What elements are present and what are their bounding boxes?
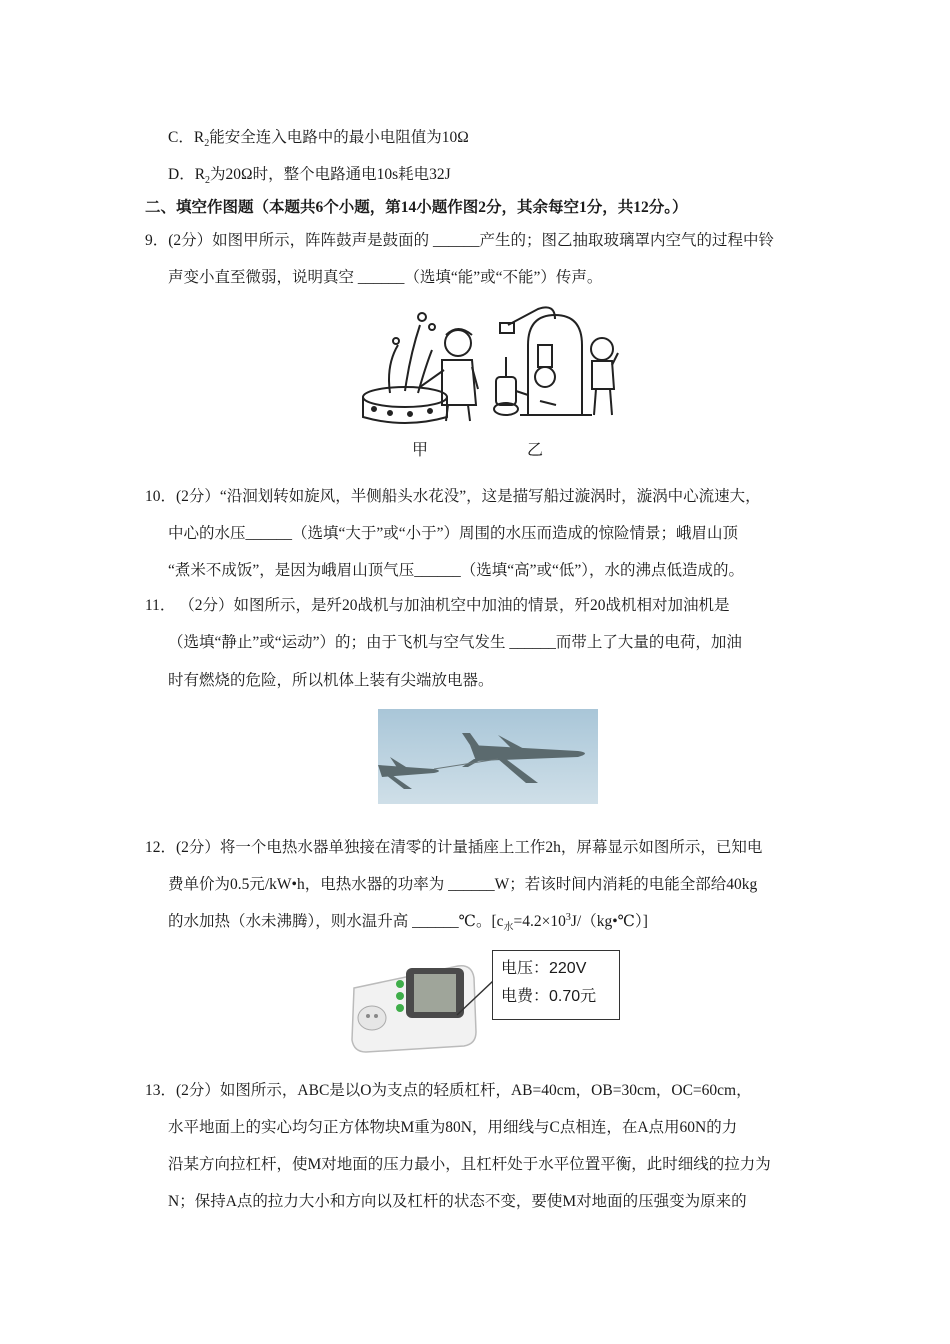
q11-line1: 11． （2分）如图所示，是歼20战机与加油机空中加油的情景，歼20战机相对加油机是: [145, 597, 730, 614]
q11-line2: （选填“静止”或“运动”）的；由于飞机与空气发生 ______而带上了大量的电荷，加油: [168, 634, 742, 651]
meter-callout-line: [455, 975, 495, 1025]
section-heading: 二、填空作图题（本题共6个小题，第14小题作图2分，其余每空1分，共12分。）: [145, 199, 688, 216]
q13-line4: N；保持A点的拉力大小和方向以及杠杆的状态不变，要使M对地面的压强变为原来的: [168, 1193, 747, 1210]
meter-readout-box: [492, 950, 620, 1020]
drum-bell-figure: [360, 305, 620, 425]
q13-line2: 水平地面上的实心均匀正方体物块M重为80N，用细线与C点相连，在A点用60N的力: [168, 1119, 738, 1136]
option-c: C．$R_2$能安全连入电路中的最小电阻值为10Ω: [168, 129, 469, 150]
option-d: D．$R_2$为20Ω时，整个电路通电10s耗电32J: [168, 166, 451, 187]
q10-line1: 10．(2分）“沿洄划转如旋风，半侧船头水花没”，这是描写船过漩涡时，漩涡中心流速大，: [145, 488, 761, 505]
q10-line2: 中心的水压______（选填“大于”或“小于”）周围的水压而造成的惊险情景；峨眉山顶: [168, 525, 739, 542]
meter-voltage: 电压：220V: [501, 960, 587, 977]
refueling-photo: [378, 709, 598, 804]
fig9-caption-yi: 乙: [527, 442, 544, 459]
q12-line3: 的水加热（水未沸腾），则水温升高 ______℃。$[c_水=4.2\times 10^3J/(kg•℃)]$: [168, 911, 648, 934]
q12-line1: 12．(2分）将一个电热水器单独接在清零的计量插座上工作2h，屏幕显示如图所示，已知电: [145, 839, 763, 856]
fig9-caption-jia: 甲: [412, 442, 429, 459]
q13-line3: 沿某方向拉杠杆，使M对地面的压力最小，且杠杆处于水平位置平衡，此时细线的拉力为: [168, 1156, 771, 1173]
q13-line1: 13．(2分）如图所示，ABC是以O为支点的轻质杠杆，AB=40cm，OB=30cm，OC=60cm，: [145, 1082, 752, 1099]
q10-line3: “煮米不成饭”，是因为峨眉山顶气压______（选填“高”或“低”），水的沸点低造成的。: [168, 562, 745, 579]
q11-line3: 时有燃烧的危险，所以机体上装有尖端放电器。: [168, 672, 494, 689]
meter-fee: 电费：0.70元: [501, 988, 597, 1005]
q12-line2: 费单价为0.5元/kW•h，电热水器的功率为 ______W；若该时间内消耗的电能全部给40kg: [168, 876, 758, 893]
q9-line1: 9．(2分）如图甲所示，阵阵鼓声是鼓面的 ______产生的；图乙抽取玻璃罩内空气的过程中铃: [145, 232, 775, 249]
q9-line2: 声变小直至微弱，说明真空 ______（选填“能”或“不能”）传声。: [168, 269, 603, 286]
